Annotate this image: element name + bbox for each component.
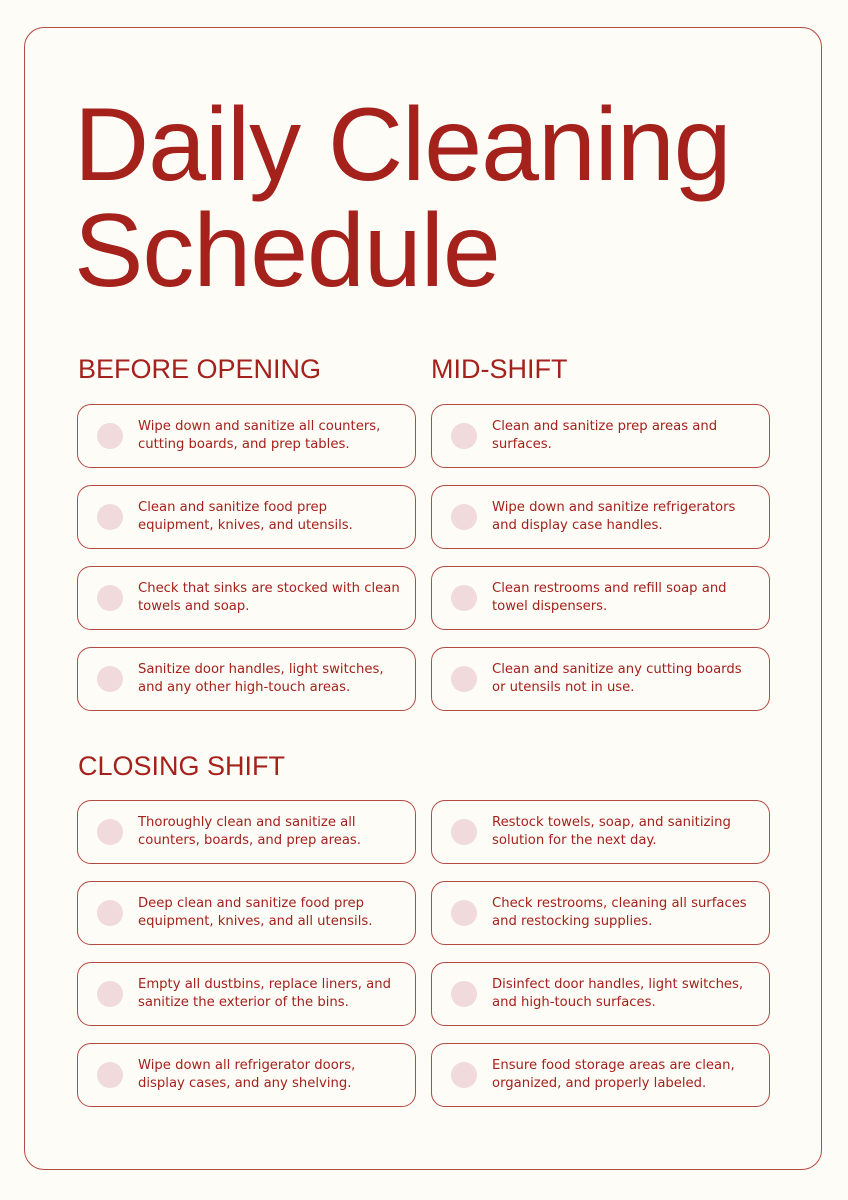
checkbox-circle-icon[interactable] [97, 504, 123, 530]
task-text: Clean restrooms and refill soap and towel dispensers. [492, 580, 727, 614]
task-text: Wipe down and sanitize refrigerators and display case handles. [492, 499, 736, 533]
checkbox-circle-icon[interactable] [97, 666, 123, 692]
checkbox-circle-icon[interactable] [451, 1062, 477, 1088]
title-line-2: Schedule [74, 193, 500, 309]
task-card[interactable] [77, 404, 416, 468]
task-card[interactable] [431, 962, 770, 1026]
checkbox-circle-icon[interactable] [451, 666, 477, 692]
task-text: Restock towels, soap, and sanitizing solution for the next day. [492, 814, 731, 848]
task-text: Sanitize door handles, light switches, and any other high-touch areas. [138, 661, 384, 695]
checkbox-circle-icon[interactable] [451, 900, 477, 926]
task-text: Wipe down all refrigerator doors, display cases, and any shelving. [138, 1057, 356, 1091]
task-card[interactable] [77, 566, 416, 630]
checkbox-circle-icon[interactable] [451, 585, 477, 611]
task-text: Deep clean and sanitize food prep equipment, knives, and all utensils. [138, 895, 373, 929]
task-card[interactable] [431, 485, 770, 549]
mid-shift-task-list [431, 404, 770, 728]
checkbox-circle-icon[interactable] [97, 423, 123, 449]
task-card[interactable] [431, 566, 770, 630]
task-text: Disinfect door handles, light switches, and high-touch surfaces. [492, 976, 744, 1010]
task-card[interactable] [77, 881, 416, 945]
checkbox-circle-icon[interactable] [451, 423, 477, 449]
page-title [74, 87, 731, 309]
checkbox-circle-icon[interactable] [451, 504, 477, 530]
task-card[interactable] [431, 881, 770, 945]
task-card[interactable] [77, 962, 416, 1026]
section-heading-before-opening: BEFORE OPENING [78, 354, 322, 384]
task-text: Clean and sanitize any cutting boards or utensils not in use. [492, 661, 742, 695]
before-opening-task-list [77, 404, 416, 728]
checkbox-circle-icon[interactable] [97, 585, 123, 611]
task-text: Thoroughly clean and sanitize all counters, boards, and prep areas. [138, 814, 361, 848]
task-card[interactable] [431, 800, 770, 864]
section-heading-mid-shift: MID-SHIFT [431, 354, 568, 384]
closing-shift-task-list-right [431, 800, 770, 1124]
checkbox-circle-icon[interactable] [97, 981, 123, 1007]
task-card[interactable] [431, 1043, 770, 1107]
task-card[interactable] [77, 1043, 416, 1107]
task-card[interactable] [77, 485, 416, 549]
checkbox-circle-icon[interactable] [451, 819, 477, 845]
title-line-1: Daily Cleaning [74, 87, 731, 203]
task-card[interactable] [77, 647, 416, 711]
closing-shift-task-list-left [77, 800, 416, 1124]
checkbox-circle-icon[interactable] [97, 900, 123, 926]
task-text: Wipe down and sanitize all counters, cutting boards, and prep tables. [138, 418, 381, 452]
task-text: Ensure food storage areas are clean, organized, and properly labeled. [492, 1057, 735, 1091]
task-card[interactable] [431, 404, 770, 468]
checkbox-circle-icon[interactable] [97, 819, 123, 845]
task-text: Clean and sanitize food prep equipment, knives, and utensils. [138, 499, 353, 533]
task-card[interactable] [77, 800, 416, 864]
task-text: Check that sinks are stocked with clean towels and soap. [138, 580, 400, 614]
task-text: Clean and sanitize prep areas and surfaces. [492, 418, 718, 452]
task-text: Check restrooms, cleaning all surfaces and restocking supplies. [492, 895, 747, 929]
checkbox-circle-icon[interactable] [97, 1062, 123, 1088]
checkbox-circle-icon[interactable] [451, 981, 477, 1007]
task-card[interactable] [431, 647, 770, 711]
section-heading-closing-shift: CLOSING SHIFT [78, 751, 286, 781]
task-text: Empty all dustbins, replace liners, and sanitize the exterior of the bins. [138, 976, 391, 1010]
